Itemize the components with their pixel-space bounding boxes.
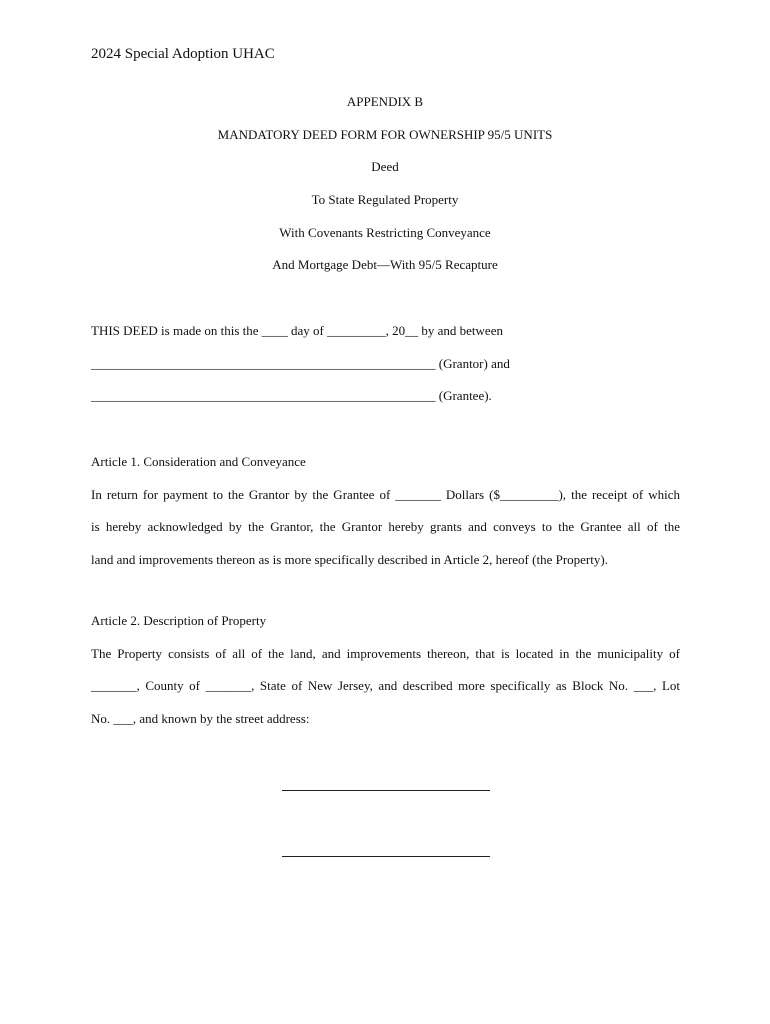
intro-line: THIS DEED is made on this the ____ day of _________, 20__ by and between <box>91 323 503 338</box>
grantee-line: _____________________________________________________ (Grantee). <box>91 388 492 403</box>
article-1-title: Article 1. Consideration and Conveyance <box>91 454 306 469</box>
article-1-line-3: land and improvements thereon as is more specifically described in Article 2, hereof (the Property). <box>91 552 608 567</box>
deed-subtitle-2: With Covenants Restricting Conveyance <box>279 225 491 240</box>
street-address-line-2 <box>282 856 490 857</box>
appendix-label: APPENDIX B <box>346 94 424 109</box>
grantor-line: _____________________________________________________ (Grantor) and <box>91 356 510 371</box>
article-1-line-2: is hereby acknowledged by the Grantor, the Grantor hereby grants and conveys to the Grantee all of the <box>91 519 680 534</box>
deed-subtitle-1: To State Regulated Property <box>311 192 459 207</box>
deed-subtitle-3: And Mortgage Debt—With 95/5 Recapture <box>272 257 498 272</box>
article-1-line-1: In return for payment to the Grantor by the Grantee of _______ Dollars ($_________), the receipt of which <box>91 487 680 502</box>
article-2-line-3: No. ___, and known by the street address: <box>91 711 310 726</box>
article-2-title: Article 2. Description of Property <box>91 613 267 628</box>
document-header: 2024 Special Adoption UHAC <box>91 46 275 62</box>
article-2-line-2: _______, County of _______, State of New Jersey, and described more specifically as Block No. ___, Lot <box>91 678 680 693</box>
street-address-line-1 <box>282 790 490 791</box>
deed-title: Deed <box>371 159 399 174</box>
form-title: MANDATORY DEED FORM FOR OWNERSHIP 95/5 UNITS <box>217 127 553 142</box>
article-2-line-1: The Property consists of all of the land, and improvements thereon, that is located in the municipality of <box>91 646 680 661</box>
